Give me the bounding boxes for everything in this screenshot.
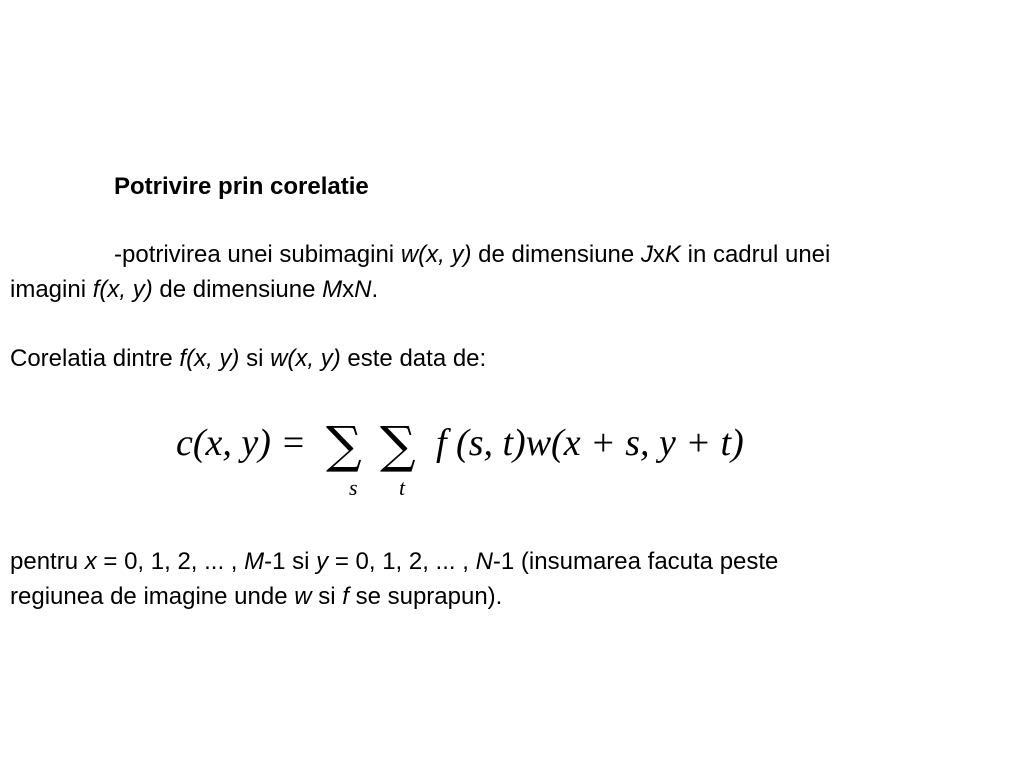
math-J: J [640,241,653,268]
text: -1 (insumarea facuta peste [492,548,779,575]
paragraph-3-line-1 [10,547,778,577]
math-N: N [475,548,493,575]
formula-rhs: f (s, t)w(x + s, y + t) [436,422,744,464]
text: -potrivirea unei subimagini [114,241,401,268]
paragraph-3-line-2 [10,582,502,612]
paragraph-2 [10,344,486,374]
text: si [311,583,343,610]
summation-s-icon: ∑ [326,416,362,474]
text: -1 si [264,548,317,575]
text: regiunea de imagine unde [10,583,295,610]
summation-t-icon: ∑ [380,416,416,474]
math-y: y [316,548,329,575]
slide-title: Potrivire prin corelatie [114,173,369,200]
text: de dimensiune [152,276,323,303]
paragraph-1-line-1 [114,240,830,270]
math-f-xy: f(x, y) [92,276,153,303]
text: este data de: [340,345,487,372]
math-f-xy: f(x, y) [179,345,240,372]
text: si [239,345,271,372]
math-w-xy: w(x, y) [270,345,341,372]
math-w: w [294,583,312,610]
text: x [342,276,355,303]
paragraph-1-line-2 [10,275,378,305]
math-f: f [342,583,349,610]
math-M: M [244,548,265,575]
math-x: x [84,548,97,575]
math-K: K [664,241,681,268]
math-N: N [354,276,372,303]
math-M: M [322,276,343,303]
text: . [371,276,379,303]
text: x [652,241,665,268]
text: Corelatia dintre [10,345,180,372]
correlation-formula [174,408,784,508]
text: = 0, 1, 2, ... , [96,548,245,575]
text: se suprapun). [348,583,503,610]
text: imagini [10,276,93,303]
formula-svg [174,408,784,508]
summation-subscript-t: t [399,475,406,500]
math-w-xy: w(x, y) [400,241,472,268]
text: de dimensiune [471,241,641,268]
text: pentru [10,548,85,575]
formula-lhs: c(x, y) = [176,422,307,464]
text: in cadrul unei [680,241,831,268]
text: = 0, 1, 2, ... , [328,548,476,575]
summation-subscript-s: s [349,475,358,500]
